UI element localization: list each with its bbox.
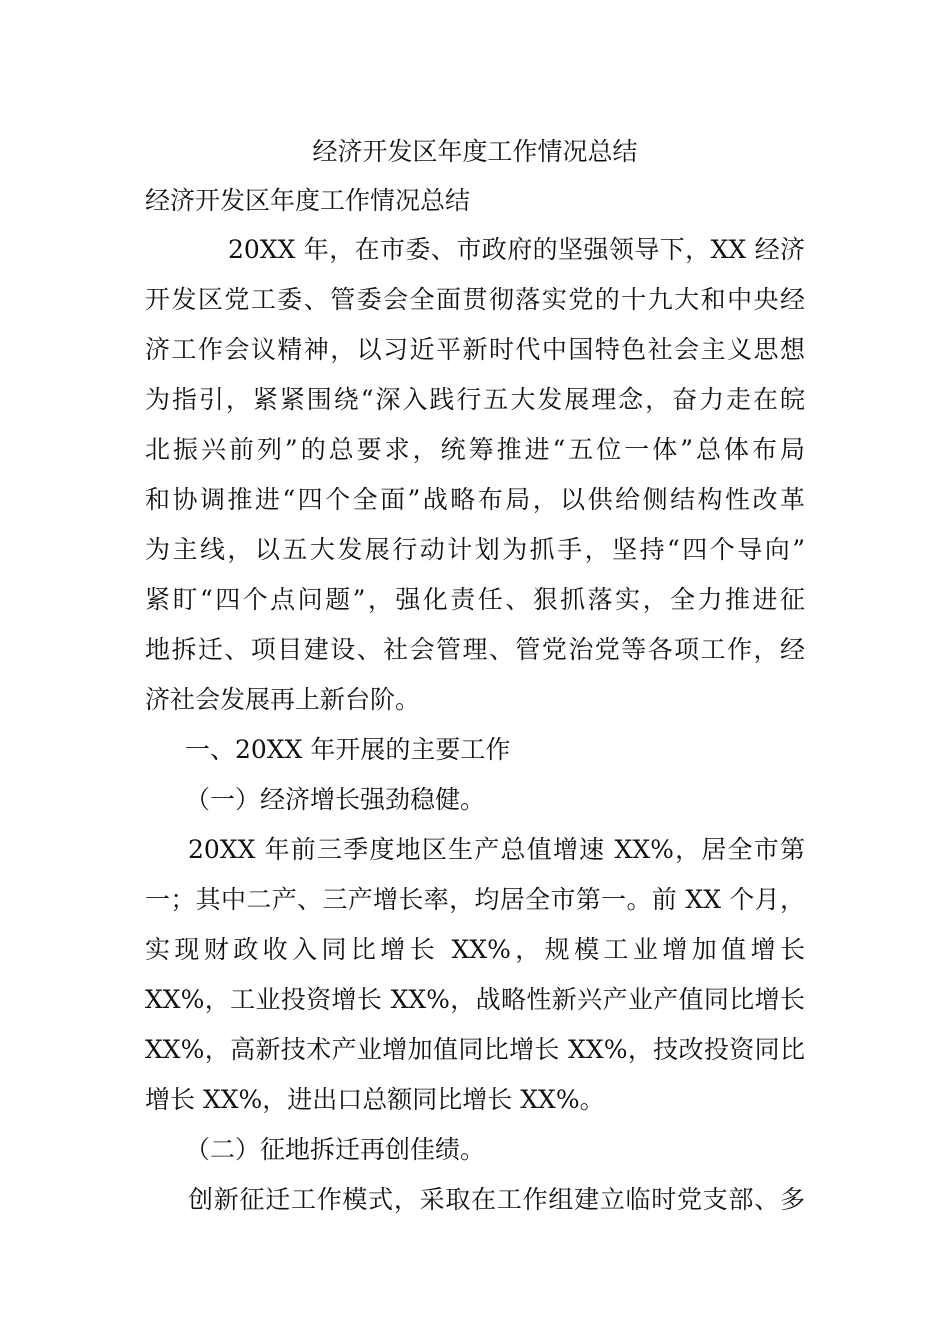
paragraph-line: XX%，高新技术产业增加值同比增长 XX%，技改投资同比 — [145, 1035, 805, 1064]
paragraph-line: 紧盯“四个点问题”，强化责任、狠抓落实，全力推进征 — [145, 585, 805, 614]
subsection-heading: （一）经济增长强劲稳健。 — [185, 785, 486, 814]
paragraph-line: 20XX 年前三季度地区生产总值增速 XX%，居全市第 — [188, 835, 805, 864]
paragraph-line: 为主线，以五大发展行动计划为抓手，坚持“四个导向” — [145, 535, 805, 564]
paragraph-line: 为指引，紧紧围绕“深入践行五大发展理念，奋力走在皖 — [145, 385, 805, 414]
paragraph-line: XX%，工业投资增长 XX%，战略性新兴产业产值同比增长 — [145, 985, 805, 1014]
paragraph-line: 20XX 年，在市委、市政府的坚强领导下，XX 经济 — [228, 235, 805, 264]
paragraph-line: 实现财政收入同比增长 XX%，规模工业增加值增长 — [145, 935, 805, 964]
paragraph-line: 北振兴前列”的总要求，统筹推进“五位一体”总体布局 — [145, 435, 805, 464]
paragraph-line: 一；其中二产、三产增长率，均居全市第一。前 XX 个月， — [145, 885, 805, 914]
paragraph-line: 济工作会议精神，以习近平新时代中国特色社会主义思想 — [145, 335, 805, 364]
paragraph-line: 增长 XX%，进出口总额同比增长 XX%。 — [145, 1085, 605, 1114]
paragraph-line: 和协调推进“四个全面”战略布局，以供给侧结构性改革 — [145, 485, 805, 514]
document-title: 经济开发区年度工作情况总结 — [312, 137, 638, 166]
paragraph-line: 开发区党工委、管委会全面贯彻落实党的十九大和中央经 — [145, 285, 805, 314]
paragraph-line: 济社会发展再上新台阶。 — [145, 685, 421, 714]
document-subtitle: 经济开发区年度工作情况总结 — [145, 186, 471, 215]
paragraph-line: 地拆迁、项目建设、社会管理、管党治党等各项工作，经 — [145, 635, 805, 664]
subsection-heading: （二）征地拆迁再创佳绩。 — [185, 1135, 486, 1164]
section-heading: 一、20XX 年开展的主要工作 — [185, 735, 511, 764]
paragraph-line: 创新征迁工作模式，采取在工作组建立临时党支部、多 — [188, 1185, 805, 1214]
